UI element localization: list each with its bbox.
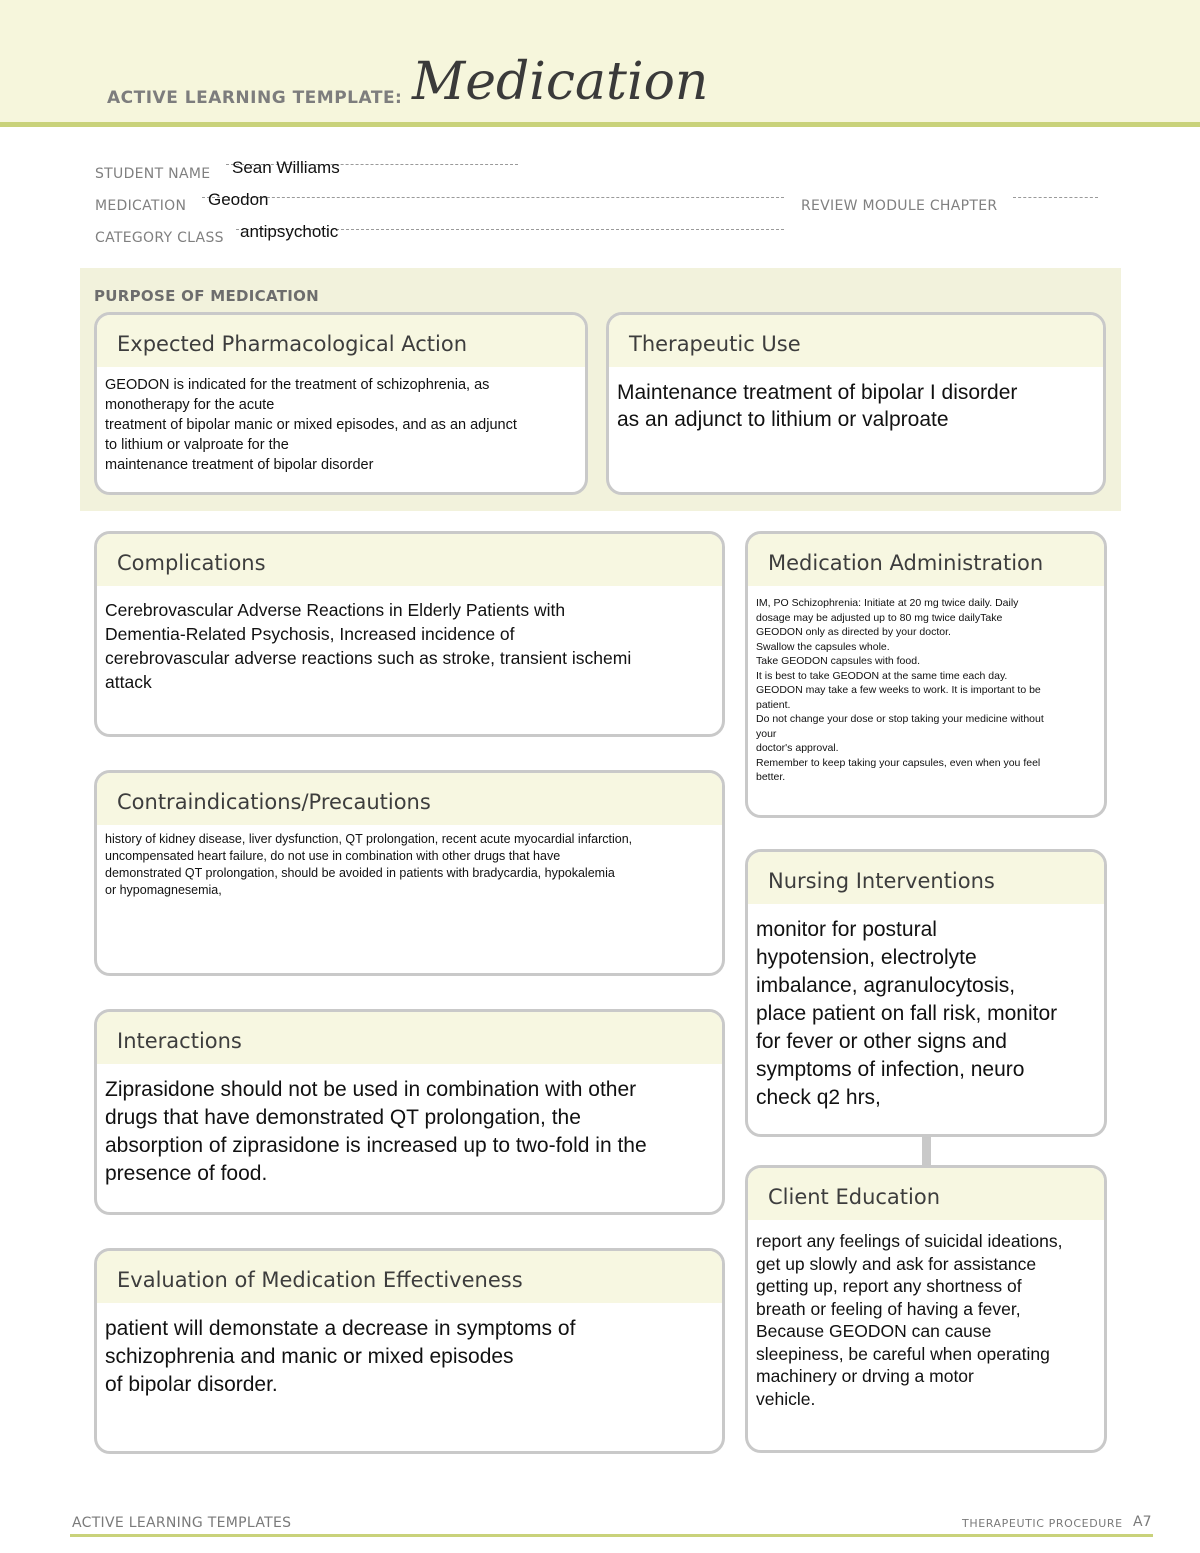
- review-module-field[interactable]: [1013, 197, 1098, 198]
- client-education-text[interactable]: report any feelings of suicidal ideations, get up slowly and ask for assistance getting up, report any shortness of breath or feeling of having a fever, Because GEODON can cause sleepiness, be careful when operating machinery or drving a motor vehicle.: [756, 1231, 1063, 1409]
- footer-right-label: THERAPEUTIC PROCEDURE: [962, 1517, 1123, 1530]
- nursing-interventions-text[interactable]: monitor for postural hypotension, electrolyte imbalance, agranulocytosis, place patient on fall risk, monitor for fever or other signs and symptoms of infection, neuro check q2 hrs,: [756, 918, 1058, 1109]
- interactions-box: [94, 1009, 725, 1215]
- category-class-field[interactable]: antipsychotic: [240, 222, 339, 241]
- evaluation-box: [94, 1248, 725, 1454]
- expected-action-box: [94, 312, 588, 495]
- expected-action-text[interactable]: GEODON is indicated for the treatment of schizophrenia, as monotherapy for the acute treatment of bipolar manic or mixed episodes, and as an adjunct to lithium or valproate for the maintenance treatment of bipolar disorder: [105, 377, 517, 473]
- page-number: A7: [1133, 1514, 1152, 1530]
- interactions-title: Interactions: [97, 1012, 722, 1064]
- template-label: ACTIVE LEARNING TEMPLATE:: [107, 88, 403, 108]
- interactions-text[interactable]: Ziprasidone should not be used in combination with other drugs that have demonstrated QT prolongation, the absorption of ziprasidone is increased up to two-fold in the presence of food.: [105, 1078, 647, 1185]
- medication-label: MEDICATION: [95, 198, 187, 214]
- review-module-label: REVIEW MODULE CHAPTER: [801, 198, 998, 214]
- medication-line: [202, 197, 784, 198]
- medication-administration-text[interactable]: IM, PO Schizophrenia: Initiate at 20 mg twice daily. Daily dosage may be adjusted up to 80 mg twice dailyTake GEODON only as directed by your doctor. Swallow the capsules whole. Take GEODON capsules with food. It is best to take GEODON at the same time each day. GEODON may take a few weeks to work. It is important to be patient. Do not change your dose or stop taking your medicine without your doctor's approval. Remember to keep taking your capsules, even when you feel better.: [756, 597, 1044, 783]
- contraindications-title: Contraindications/Precautions: [97, 773, 722, 825]
- complications-title: Complications: [97, 534, 722, 586]
- nursing-interventions-title: Nursing Interventions: [748, 852, 1104, 904]
- footer-rule: [70, 1534, 1153, 1537]
- complications-text[interactable]: Cerebrovascular Adverse Reactions in Elderly Patients with Dementia-Related Psychosis, Increased incidence of cerebrovascular adverse reactions such as stroke, transient ischemi attack: [105, 600, 632, 692]
- footer-left-label: ACTIVE LEARNING TEMPLATES: [72, 1515, 292, 1531]
- purpose-label: PURPOSE OF MEDICATION: [94, 287, 320, 305]
- therapeutic-use-text[interactable]: Maintenance treatment of bipolar I disorder as an adjunct to lithium or valproate: [617, 381, 1018, 431]
- connector-bar: [922, 1136, 931, 1166]
- contraindications-box: [94, 770, 725, 976]
- client-education-title: Client Education: [748, 1168, 1104, 1220]
- medication-administration-box: [745, 531, 1107, 818]
- complications-box: [94, 531, 725, 737]
- contraindications-text[interactable]: history of kidney disease, liver dysfunction, QT prolongation, recent acute myocardial infarction, uncompensated heart failure, do not use in combination with other drugs that have demonstrated QT prolongation, should be avoided in patients with bradycardia, hypokalemia or hypomagnesemia,: [105, 832, 633, 897]
- expected-action-title: Expected Pharmacological Action: [97, 315, 585, 367]
- page-title: Medication: [412, 52, 709, 112]
- therapeutic-use-title: Therapeutic Use: [609, 315, 1103, 367]
- medication-administration-title: Medication Administration: [748, 534, 1104, 586]
- student-name-label: STUDENT NAME: [95, 166, 211, 182]
- evaluation-title: Evaluation of Medication Effectiveness: [97, 1251, 722, 1303]
- category-class-label: CATEGORY CLASS: [95, 230, 224, 246]
- evaluation-text[interactable]: patient will demonstate a decrease in symptoms of schizophrenia and manic or mixed episodes of bipolar disorder.: [105, 1317, 576, 1396]
- medication-field[interactable]: Geodon: [208, 190, 269, 209]
- header-rule: [0, 122, 1200, 127]
- student-name-field[interactable]: Sean Williams: [232, 158, 340, 177]
- nursing-interventions-box: [745, 849, 1107, 1137]
- client-education-box: [745, 1165, 1107, 1453]
- therapeutic-use-box: [606, 312, 1106, 495]
